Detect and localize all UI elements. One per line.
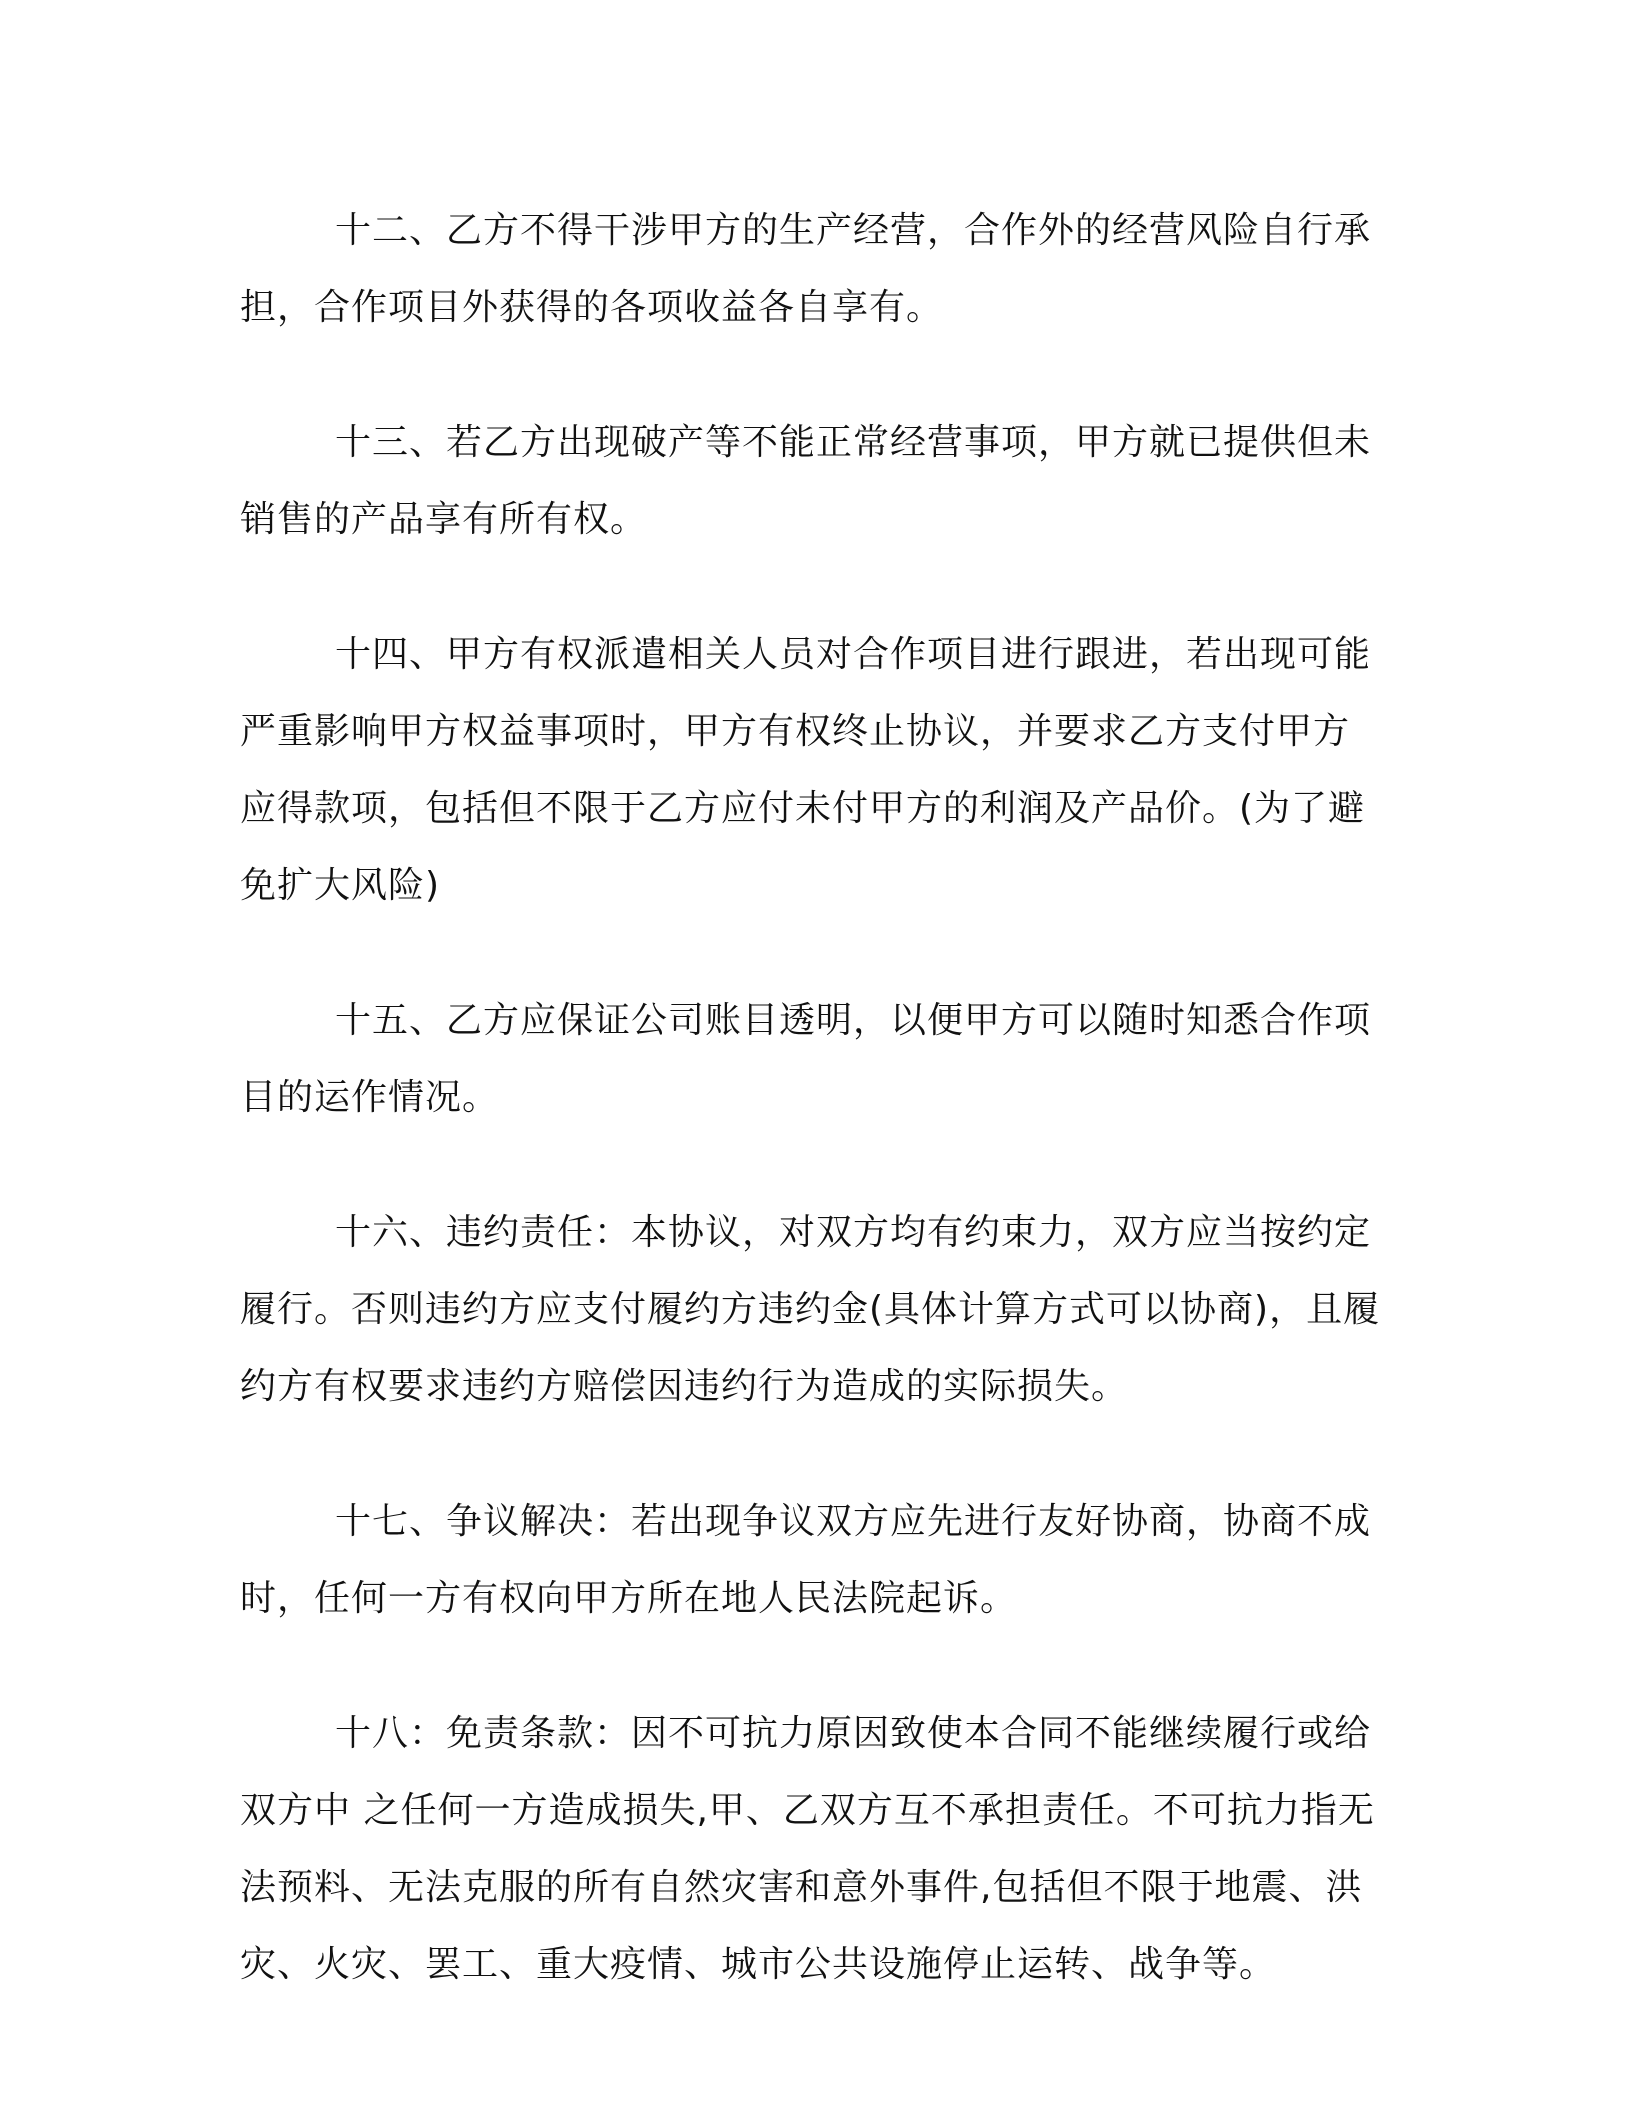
clause-line: 免扩大风险) <box>240 865 441 906</box>
clause-13 <box>240 404 1382 558</box>
clause-line: 十二、乙方不得干涉甲方的生产经营，合作外的经营风险自行承 <box>335 210 1372 251</box>
clause-line: 销售的产品享有所有权。 <box>240 499 648 540</box>
clause-14 <box>240 616 1382 924</box>
clause-16 <box>240 1194 1382 1425</box>
clause-line: 担，合作项目外获得的各项收益各自享有。 <box>240 287 944 328</box>
clause-line: 时，任何一方有权向甲方所在地人民法院起诉。 <box>240 1578 1018 1619</box>
document-body <box>240 192 1382 2003</box>
clause-line: 目的运作情况。 <box>240 1077 500 1118</box>
clause-15 <box>240 982 1382 1136</box>
clause-line: 十四、甲方有权派遣相关人员对合作项目进行跟进，若出现可能 <box>335 634 1372 675</box>
clause-line: 履行。否则违约方应支付履约方违约金(具体计算方式可以协商)，且履 <box>240 1289 1381 1330</box>
clause-line: 法预料、无法克服的所有自然灾害和意外事件,包括但不限于地震、洪 <box>240 1867 1363 1908</box>
clause-line: 十三、若乙方出现破产等不能正常经营事项，甲方就已提供但未 <box>335 422 1372 463</box>
clause-line: 约方有权要求违约方赔偿因违约行为造成的实际损失。 <box>240 1366 1129 1407</box>
clause-line: 十六、违约责任：本协议，对双方均有约束力，双方应当按约定 <box>335 1212 1372 1253</box>
clause-line: 双方中 之任何一方造成损失,甲、乙双方互不承担责任。不可抗力指无 <box>240 1790 1375 1831</box>
clause-line: 十八：免责条款：因不可抗力原因致使本合同不能继续履行或给 <box>335 1713 1372 1754</box>
clause-18 <box>240 1695 1382 2003</box>
clause-12 <box>240 192 1382 346</box>
clause-line: 十七、争议解决：若出现争议双方应先进行友好协商，协商不成 <box>335 1501 1372 1542</box>
clause-line: 应得款项，包括但不限于乙方应付未付甲方的利润及产品价。(为了避 <box>240 788 1366 829</box>
clause-line: 严重影响甲方权益事项时，甲方有权终止协议，并要求乙方支付甲方 <box>240 711 1351 752</box>
clause-line: 灾、火灾、罢工、重大疫情、城市公共设施停止运转、战争等。 <box>240 1944 1277 1985</box>
clause-17 <box>240 1483 1382 1637</box>
clause-line: 十五、乙方应保证公司账目透明，以便甲方可以随时知悉合作项 <box>335 1000 1372 1041</box>
